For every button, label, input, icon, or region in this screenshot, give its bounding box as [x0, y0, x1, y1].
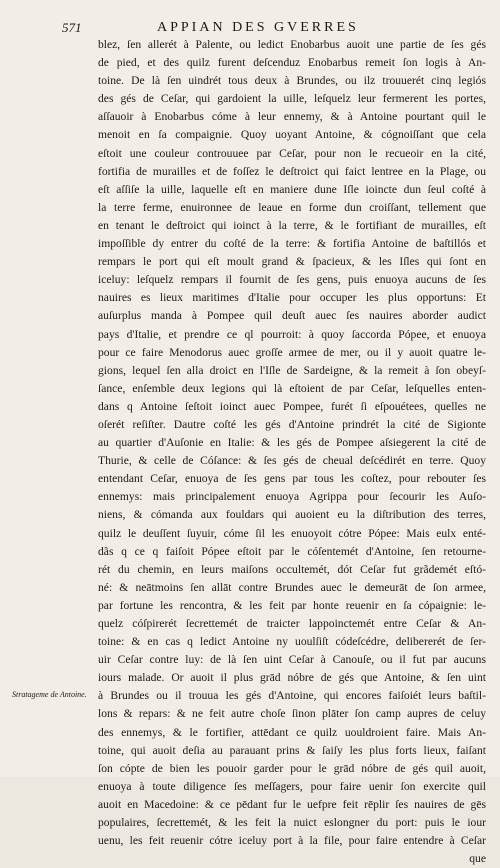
page-number: 571 — [62, 20, 82, 35]
text-line: la terre ferme, enuironnee de leaue en forme dun croiſſant, tellement que — [98, 200, 486, 214]
text-line: blez, ſen allerét à Palente, ou ledict Enobarbus auoit une partie de ſes gés — [98, 38, 486, 51]
text-line: oſerét reſiſter. Dautre coſté les gés d'Antoine prindrét la cité de Sigionte — [98, 417, 486, 431]
text-line: né: & neātmoins ſen allāt contre Brundes auec le demeurāt de ſon armee, — [98, 580, 486, 594]
margin-note: Stratageme de Antoine. — [12, 690, 87, 699]
text-line: enuoya à toute diligence ſes meſſagers, pour faire uenir ſon exercite quil — [98, 779, 486, 793]
text-line: ſon cópte de bien les pouoir garder pour le grād nóbre de gés quil auoit, — [98, 761, 486, 775]
text-line: Thurie, & celle de Cóſance: & ſes gés de cheual deſcédirét en terre. Quoy — [98, 454, 486, 468]
text-line: que — [469, 852, 486, 866]
text-line: dãs q ce q faiſoit Pópee eſtoit par le cóſentemét d'Antoine, ſen retourne- — [98, 544, 486, 558]
text-line: des gés de Ceſar, qui gardoient la uille, leſquelz leur fermerent les portes, — [98, 92, 486, 106]
text-line: iours malade. Or auoit il plus grād nóbre de gés que Antoine, & ſen uint — [98, 671, 486, 685]
text-line: menoit en ſa compaignie. Quoy uoyant Antoine, & cógnoiſſant que cela — [98, 128, 486, 142]
text-line: pour ce faire Menodorus auec groſſe armee de mer, ou il y auoit quatre le- — [98, 345, 486, 359]
text-line: quilz le deuſſent ſuyuir, cóme ſil les enuoyoit cótre Pópee: Mais eulx enté- — [98, 526, 486, 540]
text-line: rét du chemin, en leurs maiſons occultemét, dót Ceſar fut grãdemét eſtó- — [98, 562, 486, 576]
text-line: impoſſible dy entrer du coſté de la terre: & fortifia Antoine de baſtillós et — [98, 237, 486, 251]
text-line: gions, lequel ſen alla droict en l'Iſle de Sardeigne, & la remeit à ſon obeyſ- — [98, 363, 486, 377]
text-line: dans q Antoine ſeſtoit ioinct auec Pompee, furét ſi eſpouétees, quelles ne — [98, 399, 486, 413]
text-line: uenu, les feit reuenir cótre iceluy port à la file, pour faire entendre à Ceſar — [98, 834, 486, 848]
text-line: ennemys: mais principalement enuoya Agrippa pour ſecourir les Auſo- — [98, 490, 486, 504]
text-line: toine, qui auoit deſia au parauant prins & ſaiſy les plus forts lieux, faiſant — [98, 743, 486, 757]
text-line: aſſauoir à Enobarbus cóme à leur ennemy, & à Antoine pourtant quil le — [98, 110, 486, 124]
running-head: APPIAN DES GVERRES — [157, 20, 359, 35]
text-line: niens, & cómanda aux fouldars qui auoient eu la diſtribution des terres, — [98, 508, 486, 522]
text-line: lons & repars: & ne feit autre choſe ſinon plāter ſon camp aupres de celuy — [98, 707, 486, 721]
body-text — [98, 36, 486, 868]
text-line: auſurplus manda à Pompee quil deuſt auec ſes nauires aborder audict — [98, 309, 486, 323]
text-line: toine. De là ſen uindrét tous deux à Brundes, ou ilz trouuerét cinq legiós — [98, 74, 486, 88]
text-line: eſtoit une couleur controuuee par Ceſar, pour non le recueoir en la cité, — [98, 146, 486, 160]
text-line: pays d'Italie, et prendre ce ql pourroit: à quoy ſaccorda Pópee, et enuoya — [98, 327, 486, 341]
text-line: uir Ceſar contre luy: de là ſen uint Ceſar à Canouſe, ou il fut par aucuns — [98, 653, 486, 667]
text-line: nauires es lieux maritimes d'Italie pour occuper les plus opportuns: Et — [98, 291, 486, 305]
text-line: populaires, ſecrettemét, & les feit la nuict eslongner du port: puis le iour — [98, 816, 486, 830]
text-line: auoit en Macedoine: & ce pēdant fur le uefpre feit rēplir ſes nauires de gēs — [98, 797, 486, 811]
text-line: des ennemys, & le fortifier, attēdant ce quilz uouldroient faire. Mais An- — [98, 725, 486, 739]
text-line: à Brundes ou il trouua les gés d'Antoine, qui encores faiſoiét leurs baſtil- — [98, 689, 486, 703]
text-line: quelz cóſpirerét ſecrettemét de traicter lappoinctemét entre Ceſar & An- — [98, 617, 486, 630]
text-line: par fortune les rencontra, & les feit par honte reuenir en ſa cópaignie: le- — [98, 598, 486, 612]
text-line: en tenant le deſtroict qui ioinct à la terre, & le fortifiant de murailles, eſt — [98, 218, 486, 232]
text-line: fortifia de murailles et de foſſez le deſtroict qui faict lentree en la Plage, ou — [98, 164, 486, 178]
text-line: iceluy: leſquelz rempars il fournit de ſes gens, puis enuoya aucuns de ſes — [98, 273, 486, 287]
text-line: de pied, et des quilz furent deſcenduz Enobarbus remeit ſon logis à An- — [98, 56, 486, 70]
text-line: eſt aſſiſe la uille, laquelle eſt en maniere dune Iſle ioincte dun ſeul coſté à — [98, 182, 486, 196]
text-line: entendant Ceſar, enuoya de ſes gens par tous les coſtez, pour rebouter ſes — [98, 472, 486, 486]
text-line: au quartier d'Auſonie en Italie: & les gés de Pompee aſsiegerent la cité de — [98, 436, 486, 450]
text-line: rempars le port qui eſt moult grand & ſpacieux, & les Iſles qui ſont en — [98, 255, 486, 269]
text-line: ſance, enſemble deux legions qui là eſtoient de par Ceſar, leſquelles enten- — [98, 381, 486, 395]
text-line: toine: & en cas q ledict Antoine ny uoulſiſt códeſcédre, delibererét de ſer- — [98, 635, 486, 649]
